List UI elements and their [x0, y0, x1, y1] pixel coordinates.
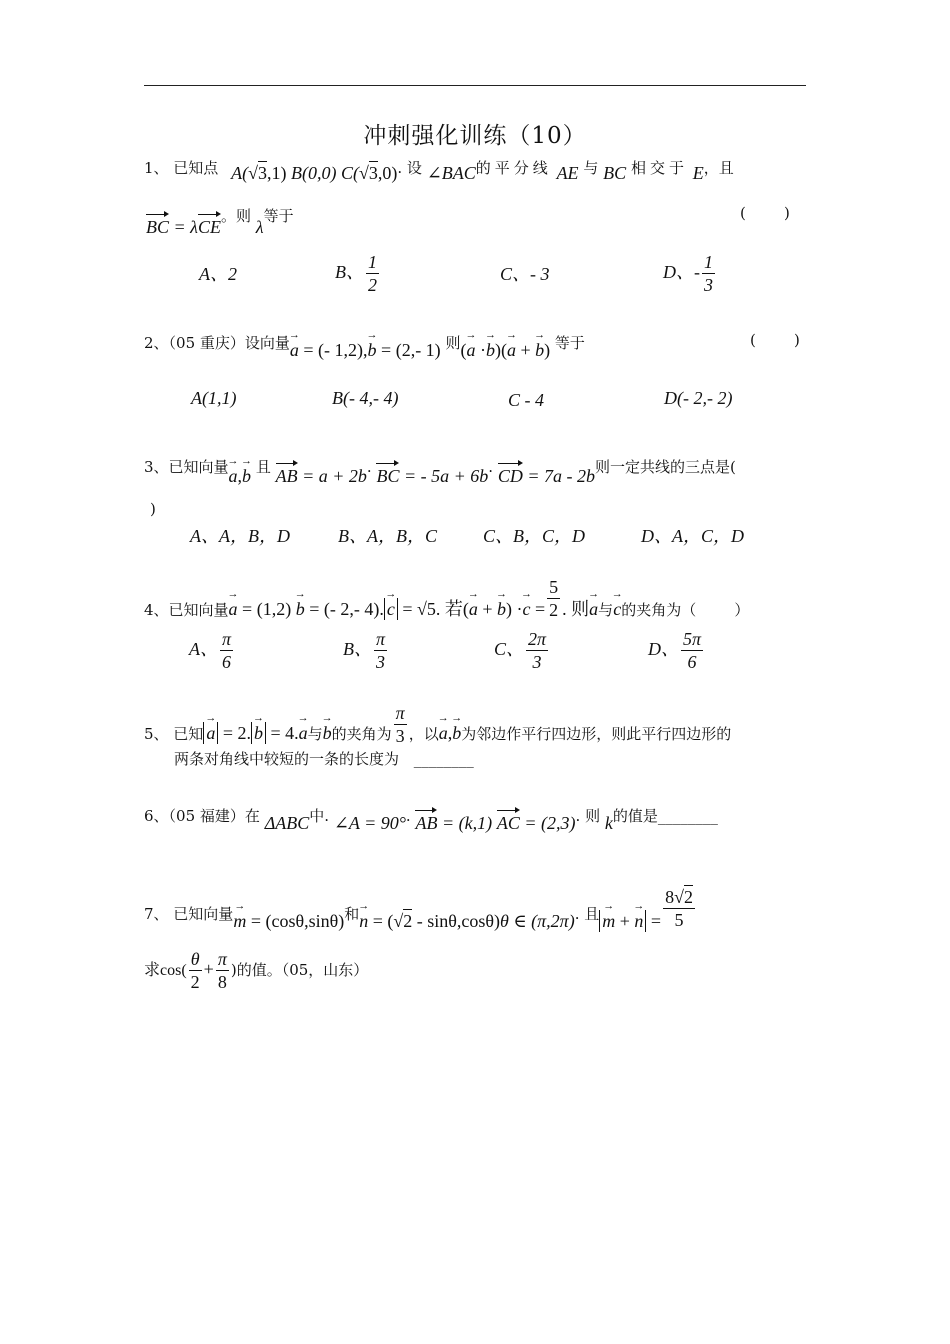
denominator: 2 [549, 599, 559, 620]
q1-point-a-end: ,1) [266, 163, 287, 183]
q7-text: 求cos( [144, 961, 187, 979]
dot: · [479, 340, 486, 360]
vector-b: → b [535, 341, 544, 359]
q1-point-c-end: ,0) [377, 163, 398, 183]
q5-text: 的夹角为 [331, 724, 392, 743]
denominator: 6 [222, 651, 232, 672]
plus: + [619, 910, 630, 931]
comma: , [447, 722, 453, 743]
numerator: 1 [704, 252, 713, 272]
q6-number: 6、（05 福建）在 [144, 807, 260, 825]
numerator: 5π [683, 629, 702, 649]
q7-eq2: = ( [372, 910, 394, 931]
q1-option-a: A、2 [199, 264, 237, 284]
q3-text: 且 [255, 458, 271, 476]
q3-eq1: = a + 2b [302, 466, 367, 486]
q1-point-c: C( [340, 163, 359, 183]
q7-text: )的值。（05，山东） [230, 960, 369, 979]
denominator: 2 [190, 971, 200, 992]
q6-text: 的值是 [612, 807, 658, 825]
q5-number: 5、 已知 [144, 724, 204, 743]
q6-text: . [405, 807, 411, 825]
q6-line1 [144, 806, 718, 833]
answer-blank: ________ [413, 750, 474, 768]
q2-text: 则 [445, 334, 461, 352]
q2-option-d: D(- 2,- 2) [664, 388, 733, 408]
q1-line2 [146, 206, 294, 237]
q5-text: 两条对角线中较短的一条的长度为 [174, 750, 400, 768]
sqrt-symbol: √3 [358, 163, 378, 183]
vector-b: → b [296, 600, 305, 618]
q4-text: . 则 [562, 598, 590, 619]
q5-line2 [174, 752, 474, 767]
q1-e: E [692, 163, 704, 183]
denominator: 6 [687, 651, 697, 672]
q4-option-d-label: D、 [648, 639, 679, 660]
abs-value [384, 598, 398, 620]
numerator: π [222, 629, 232, 649]
vector-b: → b [254, 724, 263, 742]
q3-line1: 3、已知向量→ a,→ b 且 AB = a + 2b. BC = - 5a + 6b. CD = 7a - 2b则一定共线的三点是( [144, 457, 736, 475]
plus: + [203, 958, 214, 979]
q6-triangle: ΔABC [264, 813, 310, 833]
q4-eq2: = (- 2,- 4). [309, 598, 384, 619]
q7-range: θ ∈ (π,2π) [500, 910, 575, 931]
numerator: π [217, 949, 227, 969]
q7-text: . 且 [574, 904, 600, 923]
q7-line2 [144, 950, 368, 992]
vector-n: → n [359, 912, 368, 930]
q1-text: . 设 [397, 159, 422, 177]
vector-ce: CE [197, 217, 221, 237]
q1-text: 的平分线 [475, 159, 552, 177]
q2-number: 2、（05 重庆）设向量 [144, 334, 290, 352]
equals: = [535, 598, 546, 619]
fraction [663, 888, 695, 930]
fraction [681, 630, 703, 672]
vector-bc: BC [146, 217, 170, 237]
paren: )( [494, 340, 507, 360]
fraction [394, 704, 407, 746]
vector-ab: AB [275, 466, 298, 486]
fraction [702, 253, 715, 295]
q4-text: 的夹角为（ ） [621, 600, 750, 619]
q2-option-a: A(1,1) [191, 388, 237, 408]
q1-option-d [663, 253, 717, 295]
q7-eq1: = (cosθ,sinθ) [250, 910, 345, 931]
q2-eq1: = (- 1,2), [303, 340, 368, 360]
plus: + [520, 340, 531, 360]
vector-cd: CD [497, 466, 523, 486]
answer-blank: ________ [657, 807, 718, 825]
numerator: 8 [665, 887, 675, 907]
q3-option-c: C、B，C，D [483, 526, 586, 546]
sqrt-symbol: √2 [393, 910, 413, 931]
q1-number: 1、 已知点 [144, 159, 219, 177]
q1-lambda: λ [255, 217, 264, 237]
denominator: 5 [674, 909, 684, 930]
q4-option-c [494, 630, 550, 672]
numerator: π [376, 629, 386, 649]
vector-b: → b [368, 341, 377, 359]
q7-line1 [144, 888, 697, 930]
equals: = [650, 910, 662, 931]
q1-angle: ∠BAC [426, 163, 476, 183]
q4-option-c-label: C、 [494, 639, 525, 660]
q1-eq-mid: = λ [173, 217, 198, 237]
q1-bc: BC [603, 163, 627, 183]
fraction [526, 630, 548, 672]
q3-eq2: = - 5a + 6b [403, 466, 489, 486]
denominator: 3 [704, 274, 713, 295]
q2-eq2: = (2,- 1) [381, 340, 441, 360]
q4-option-a [189, 630, 235, 672]
q4-eq1: = (1,2) [242, 598, 292, 619]
q6-text: 中. [309, 807, 330, 825]
vector-m: → m [233, 912, 246, 930]
vector-c: → c [387, 600, 395, 618]
q1-ae: AE [556, 163, 579, 183]
q7-text: 和 [344, 904, 360, 923]
vector-a: → a [507, 341, 516, 359]
q1-option-b-label: B、 [335, 262, 364, 283]
q3-option-b: B、A，B，C [338, 526, 437, 546]
q5-eq2: = 4. [270, 722, 299, 743]
abs-value [203, 722, 218, 744]
header-rule [144, 85, 806, 86]
numerator: 1 [368, 252, 377, 272]
q1-option-c: C、- 3 [500, 264, 550, 284]
q6-eq2: = (2,3) [524, 813, 576, 833]
fraction [547, 578, 560, 620]
vector-a: → a [290, 341, 299, 359]
vector-a: → a [229, 600, 238, 618]
q4-option-b [343, 630, 389, 672]
page-title: 冲刺强化训练（10） [363, 123, 587, 149]
vector-ac: AC [496, 813, 520, 833]
q1-text: 。则 [220, 207, 251, 225]
q4-option-b-label: B、 [343, 639, 372, 660]
q3-text: 则一定共线的三点是( [594, 458, 736, 476]
vector-bc: BC [376, 466, 400, 486]
denominator: 8 [217, 971, 227, 992]
numerator: 2π [528, 629, 547, 649]
q6-eq1: = (k,1) [441, 813, 493, 833]
comma: , [237, 466, 243, 486]
vector-a: → a [466, 341, 475, 359]
q4-line1: 4、已知向量→ a = (1,2) → b = (- 2,- 4).→ c = √5. 若(→ a + → b) ·→ c = $\frac{5}{2}$ . 则→ a与→ c的夹角为（ ） [144, 578, 749, 620]
q4-option-d [648, 630, 705, 672]
denominator: 2 [368, 274, 377, 295]
fraction [220, 630, 233, 672]
q1-line1 [144, 158, 734, 183]
q2-text: 等于 [554, 334, 585, 352]
q6-k: k [604, 813, 613, 833]
q2-answer-bracket: ( ) [750, 331, 800, 349]
q1-answer-bracket: ( ) [740, 204, 790, 222]
q5-text: 与 [307, 724, 323, 743]
q1-point-a: A( [231, 163, 249, 183]
q3-option-a: A、A，B，D [190, 526, 290, 546]
q2-line1 [144, 333, 585, 360]
numerator: 5 [549, 577, 559, 597]
q1-text: 相交于 [630, 159, 688, 177]
abs-value: → m + → n [599, 910, 646, 932]
fraction [216, 950, 229, 992]
q7-number: 7、 已知向量 [144, 904, 234, 923]
q5-text: 为邻边作平行四边形，则此平行四边形的 [461, 724, 732, 743]
q7-eq2: - sinθ,cosθ) [416, 910, 500, 931]
sqrt-symbol: √3 [248, 163, 267, 183]
q3-line2: ) [150, 500, 156, 518]
abs-value [251, 722, 266, 744]
denominator: 3 [395, 725, 405, 746]
sqrt-symbol: √2 [674, 887, 693, 907]
q3-eq3: = 7a - 2b [527, 466, 595, 486]
q2-option-b: B(- 4,- 4) [332, 388, 399, 408]
q4-number: 4、已知向量 [144, 600, 229, 619]
q5-text: ，以 [408, 724, 439, 743]
q1-option-d-label: D、- [663, 262, 700, 283]
q5-eq1: = 2. [222, 722, 251, 743]
q5-line1: 5、 已知→ a = 2.→ b = 4.→ a与→ b的夹角为 $\frac{\pi}{3}$ ，以→ a,→ b为邻边作平行四边形，则此平行四边形的 [144, 704, 731, 746]
vector-a: → a [206, 724, 215, 742]
dot: · [516, 598, 523, 619]
paren: ) [544, 340, 551, 360]
numerator: π [395, 703, 405, 723]
q4-text: 与 [598, 600, 614, 619]
q4-option-a-label: A、 [189, 639, 218, 660]
fraction [189, 950, 202, 992]
q1-text: ，且 [703, 159, 734, 177]
fraction [366, 253, 379, 295]
q4-eq3: = √5. 若 [402, 598, 463, 619]
numerator: θ [190, 949, 200, 969]
q1-text: 与 [583, 159, 599, 177]
denominator: 3 [376, 651, 386, 672]
q2-option-c: C - 4 [508, 390, 544, 410]
q3-option-d: D、A，C，D [641, 526, 744, 546]
q6-text: . 则 [575, 807, 601, 825]
fraction [374, 630, 387, 672]
q1-option-b [335, 253, 381, 295]
q1-text: 等于 [263, 207, 294, 225]
paren: ( [460, 340, 467, 360]
q6-angle: ∠A = 90° [333, 813, 406, 833]
q3-number: 3、已知向量 [144, 458, 229, 476]
q1-point-b: B(0,0) [290, 163, 337, 183]
vector-ab: AB [415, 813, 438, 833]
denominator: 3 [532, 651, 542, 672]
vector-b: → b [486, 341, 495, 359]
